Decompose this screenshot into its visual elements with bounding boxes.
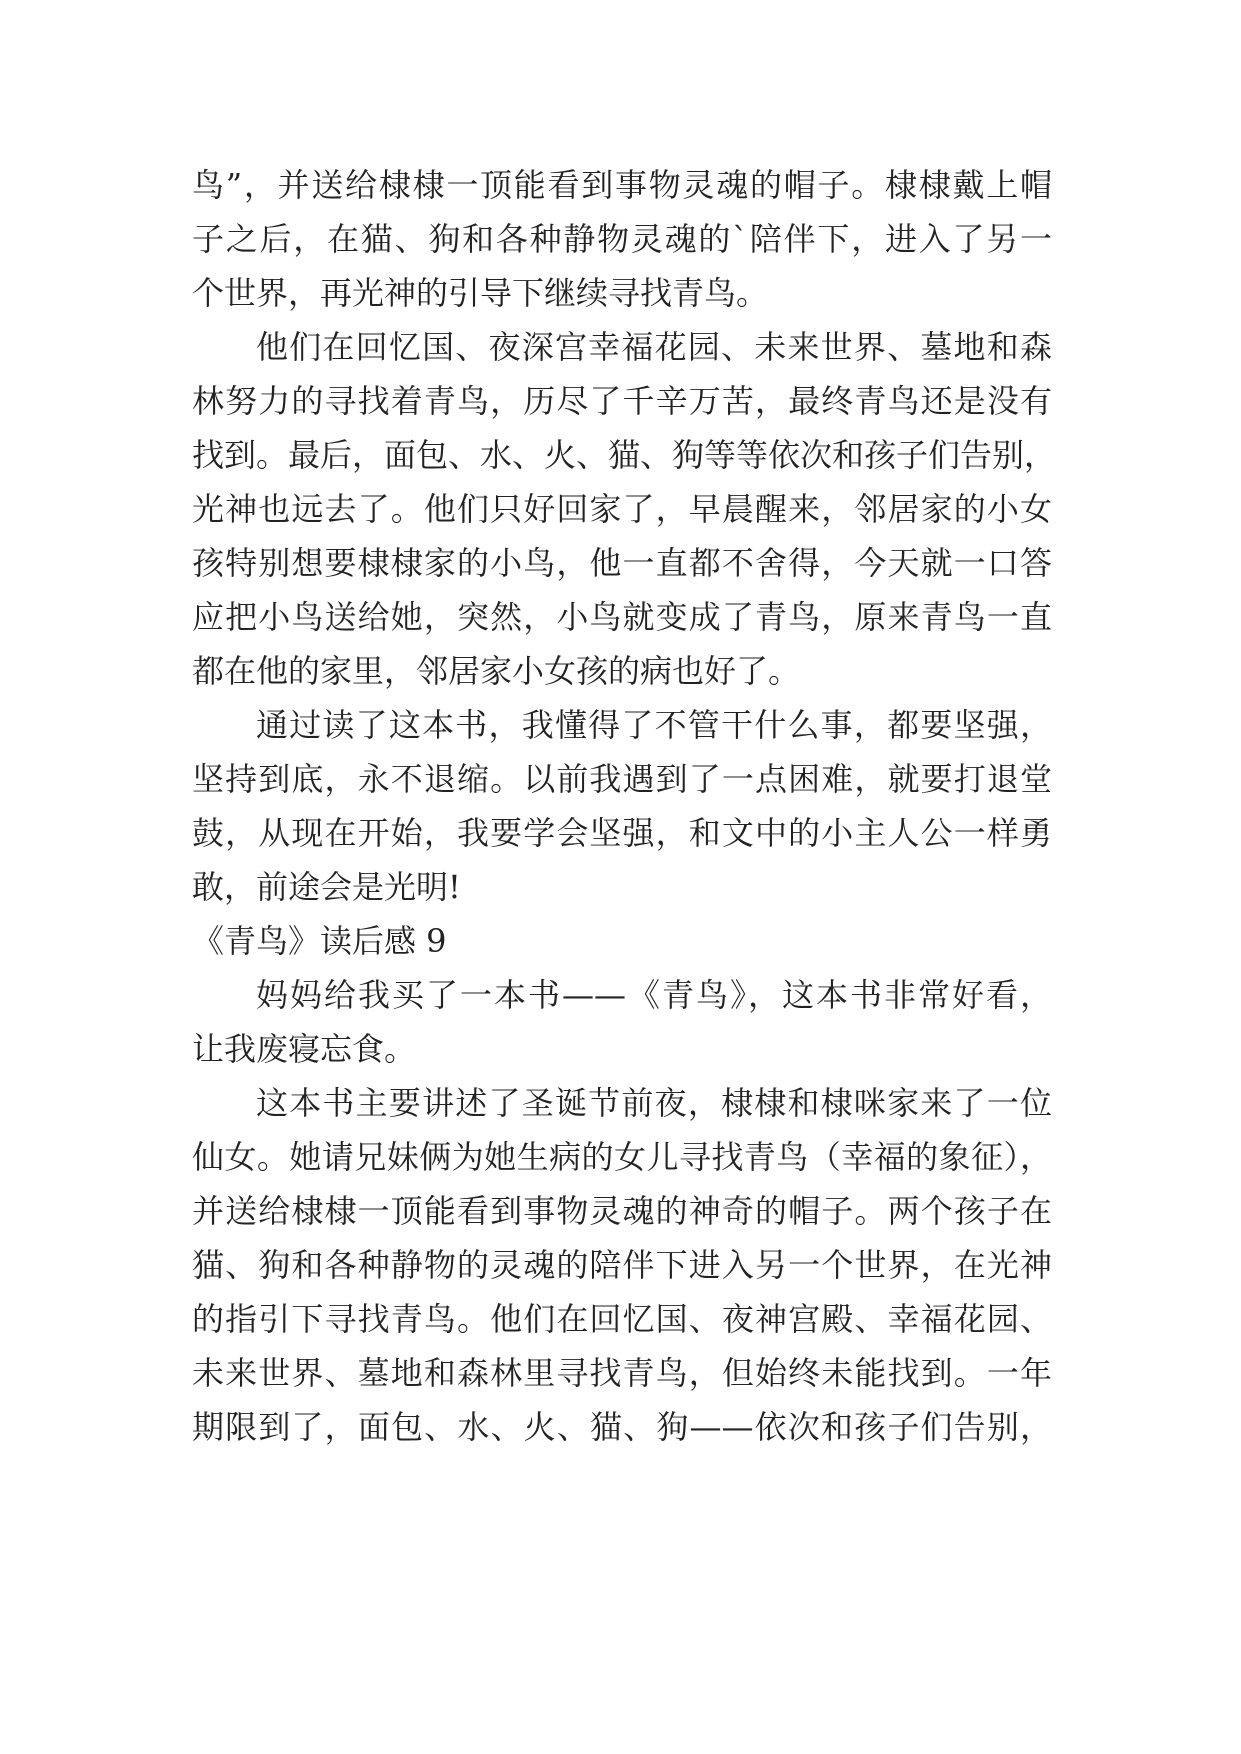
text-line: 让我废寝忘食。 <box>192 1030 417 1068</box>
text-line: 应把小鸟送给她，突然，小鸟就变成了青鸟，原来青鸟一直 <box>192 598 1052 636</box>
section-heading: 《青鸟》读后感 9 <box>192 922 447 960</box>
text-line: 都在他的家里，邻居家小女孩的病也好了。 <box>192 652 801 690</box>
text-line: 期限到了，面包、水、火、猫、狗——依次和孩子们告别， <box>192 1408 1052 1446</box>
text-line: 敢，前途会是光明! <box>192 868 461 906</box>
text-line: 孩特别想要棣棣家的小鸟，他一直都不舍得，今天就一口答 <box>192 544 1052 582</box>
text-line: 光神也远去了。他们只好回家了，早晨醒来，邻居家的小女 <box>192 490 1052 528</box>
text-line: 的指引下寻找青鸟。他们在回忆国、夜神宫殿、幸福花园、 <box>192 1300 1052 1338</box>
text-line: 坚持到底，永不退缩。以前我遇到了一点困难，就要打退堂 <box>192 760 1052 798</box>
text-line: 并送给棣棣一顶能看到事物灵魂的神奇的帽子。两个孩子在 <box>192 1192 1052 1230</box>
paragraph-first-line: 这本书主要讲述了圣诞节前夜，棣棣和棣咪家来了一位 <box>256 1084 1052 1122</box>
text-line: 林努力的寻找着青鸟，历尽了千辛万苦，最终青鸟还是没有 <box>192 382 1052 420</box>
text-line: 仙女。她请兄妹俩为她生病的女儿寻找青鸟（幸福的象征）， <box>192 1138 1052 1176</box>
text-line: 鸟”，并送给棣棣一顶能看到事物灵魂的帽子。棣棣戴上帽 <box>192 166 1052 204</box>
document-body <box>192 158 1057 1454</box>
paragraph-first-line: 他们在回忆国、夜深宫幸福花园、未来世界、墓地和森 <box>256 328 1052 366</box>
paragraph-first-line: 妈妈给我买了一本书——《青鸟》，这本书非常好看， <box>256 976 1052 1014</box>
text-line: 子之后，在猫、狗和各种静物灵魂的`陪伴下，进入了另一 <box>192 220 1052 258</box>
text-line: 鼓，从现在开始，我要学会坚强，和文中的小主人公一样勇 <box>192 814 1052 852</box>
text-line: 未来世界、墓地和森林里寻找青鸟，但始终未能找到。一年 <box>192 1354 1052 1392</box>
paragraph-first-line: 通过读了这本书，我懂得了不管干什么事，都要坚强， <box>256 706 1052 744</box>
text-line: 猫、狗和各种静物的灵魂的陪伴下进入另一个世界，在光神 <box>192 1246 1052 1284</box>
text-line: 找到。最后，面包、水、火、猫、狗等等依次和孩子们告别， <box>192 436 1057 474</box>
text-line: 个世界，再光神的引导下继续寻找青鸟。 <box>192 274 769 312</box>
